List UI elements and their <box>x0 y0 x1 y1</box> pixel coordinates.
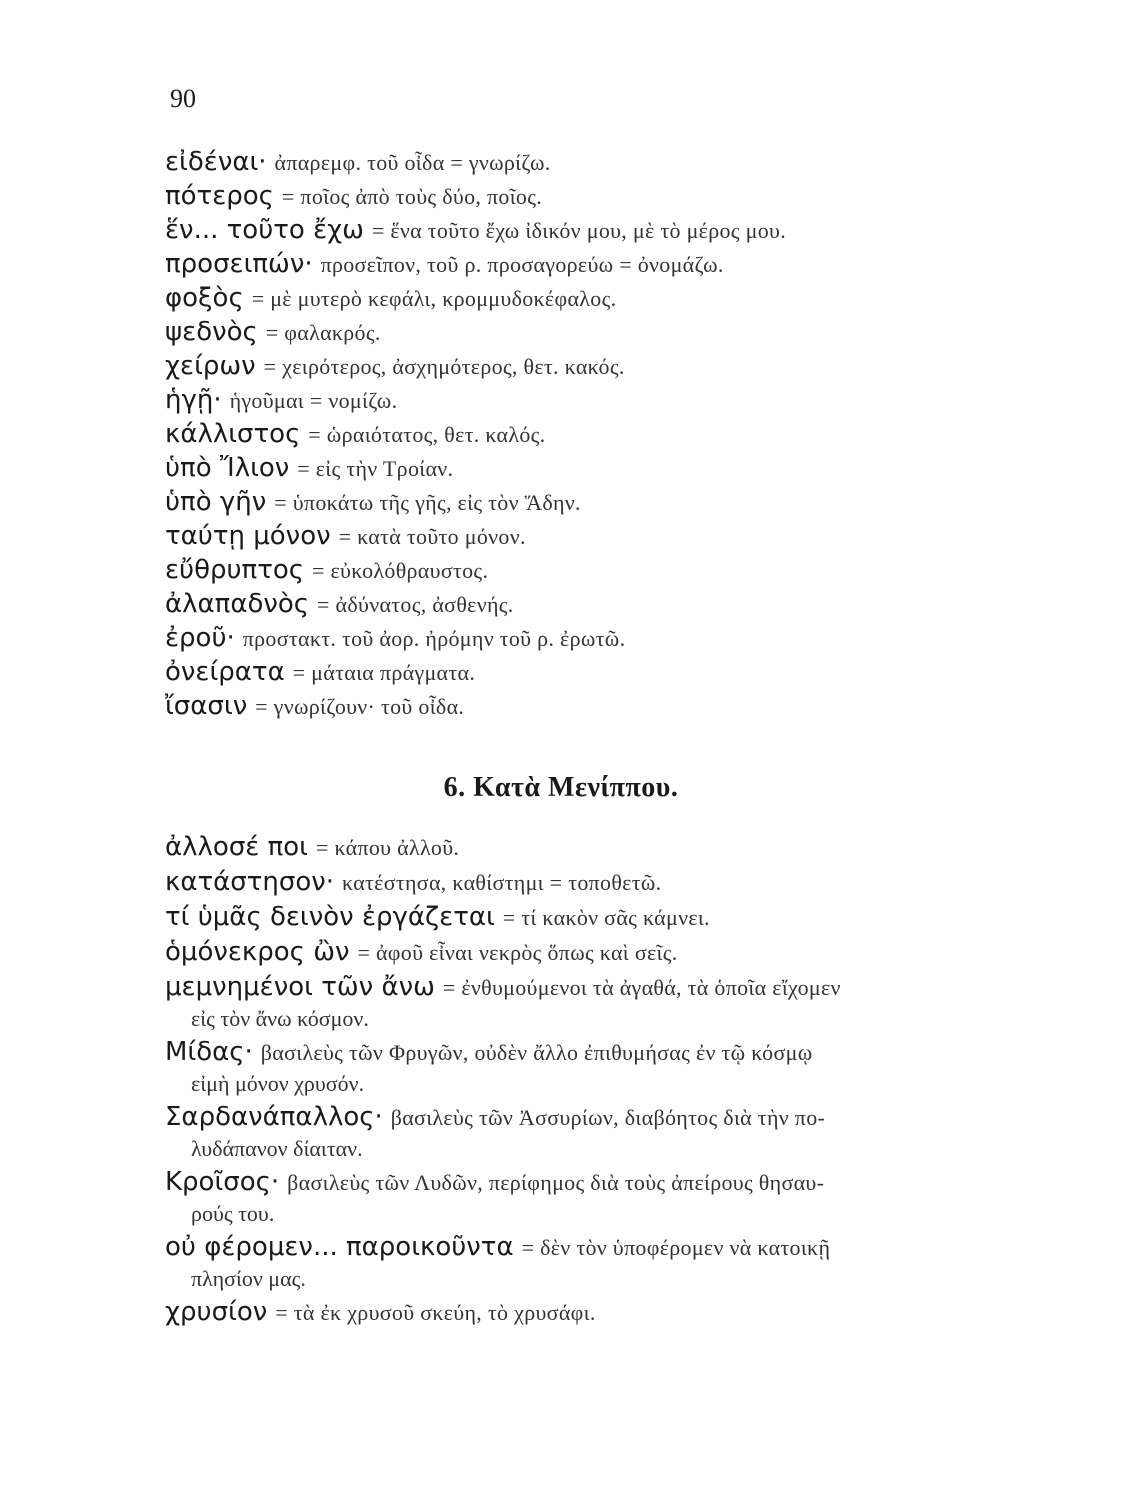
entry-definition: βασιλεὺς τῶν Ἀσσυρίων, διαβόητος διὰ τὴν πο- <box>390 1105 826 1130</box>
entry-definition: = τὰ ἐκ χρυσοῦ σκεύη, τὸ χρυσάφι. <box>275 1300 596 1325</box>
entry-definition: = εἰς τὴν Τροίαν. <box>297 456 454 481</box>
entry-definition: ἡγοῦμαι = νομίζω. <box>229 388 398 413</box>
glossary-entry <box>165 485 1015 519</box>
entry-term: ψεδνὸς <box>165 317 258 347</box>
glossary-entry <box>165 587 1015 621</box>
entry-definition: = μάταια πράγματα. <box>292 660 476 685</box>
entry-definition: = ἕνα τοῦτο ἔχω ἰδικόν μου, μὲ τὸ μέρος μου. <box>371 218 786 243</box>
entry-term: κατάστησον· <box>165 867 335 897</box>
entry-definition: κατέστησα, καθίστημι = τοποθετῶ. <box>342 870 662 895</box>
entry-term: ὀνείρατα <box>165 657 285 687</box>
glossary-list-1 <box>165 145 1015 723</box>
entry-term: οὐ φέρομεν... παροικοῦντα <box>165 1232 514 1262</box>
glossary-entry <box>165 281 1015 315</box>
entry-definition: = ποῖος ἀπὸ τοὺς δύο, ποῖος. <box>281 184 543 209</box>
glossary-entry <box>165 1165 1015 1229</box>
entry-definition-continuation: εἰμὴ μόνον χρυσόν. <box>191 1071 365 1096</box>
entry-term: ὑπὸ γῆν <box>165 487 267 517</box>
entry-term: πότερος <box>165 181 274 211</box>
entry-definition: = εὐκολόθραυστος. <box>311 558 489 583</box>
entry-definition: βασιλεὺς τῶν Φρυγῶν, οὐδὲν ἄλλο ἐπιθυμήσας ἐν τῷ κόσμῳ <box>260 1040 813 1065</box>
entry-definition: προσεῖπον, τοῦ ρ. προσαγορεύω = ὀνομάζω. <box>320 252 724 277</box>
entry-term: ὁμόνεκρος ὢν <box>165 937 350 967</box>
entry-definition-continuation: πλησίον μας. <box>191 1266 306 1291</box>
entry-term: ταύτῃ μόνον <box>165 521 331 551</box>
glossary-entry <box>165 1295 1015 1329</box>
glossary-entry <box>165 519 1015 553</box>
glossary-list-2 <box>165 830 1015 1330</box>
glossary-entry <box>165 349 1015 383</box>
glossary-entry <box>165 621 1015 655</box>
entry-definition: = ἀφοῦ εἶναι νεκρὸς ὅπως καὶ σεῖς. <box>357 940 678 965</box>
glossary-entry <box>165 865 1015 899</box>
glossary-entry <box>165 830 1015 864</box>
glossary-entry <box>165 1035 1015 1099</box>
glossary-entry <box>165 213 1015 247</box>
entry-term: ἡγῇ· <box>165 385 222 415</box>
entry-term: προσειπών· <box>165 249 313 279</box>
glossary-entry <box>165 383 1015 417</box>
entry-definition-continuation: ρούς του. <box>191 1201 275 1226</box>
entry-definition: = ὡραιότατος, θετ. καλός. <box>308 422 546 447</box>
glossary-entry <box>165 145 1015 179</box>
entry-term: τί ὑμᾶς δεινὸν ἐργάζεται <box>165 902 495 932</box>
entry-term: κάλλιστος <box>165 419 301 449</box>
entry-definition: = γνωρίζουν· τοῦ οἶδα. <box>255 694 465 719</box>
entry-definition: βασιλεὺς τῶν Λυδῶν, περίφημος διὰ τοὺς ἀπείρους θησαυ- <box>287 1170 825 1195</box>
entry-term: χρυσίον <box>165 1297 268 1327</box>
glossary-entry <box>165 1230 1015 1294</box>
entry-term: μεμνημένοι τῶν ἄνω <box>165 972 435 1002</box>
glossary-entry <box>165 689 1015 723</box>
entry-term: ὑπὸ Ἴλιον <box>165 453 290 483</box>
glossary-entry <box>165 900 1015 934</box>
entry-definition: προστακτ. τοῦ ἀορ. ἠρόμην τοῦ ρ. ἐρωτῶ. <box>242 626 626 651</box>
glossary-entry <box>165 655 1015 689</box>
entry-term: χείρων <box>165 351 256 381</box>
glossary-entry <box>165 315 1015 349</box>
glossary-entry <box>165 247 1015 281</box>
glossary-entry <box>165 451 1015 485</box>
entry-definition: = τί κακὸν σᾶς κάμνει. <box>502 905 710 930</box>
glossary-entry <box>165 970 1015 1034</box>
entry-term: εὔθρυπτος <box>165 555 305 585</box>
entry-term: ἐροῦ· <box>165 623 235 653</box>
entry-term: εἰδέναι· <box>165 147 267 177</box>
entry-term: Μίδας· <box>165 1037 253 1067</box>
entry-definition-continuation: λυδάπανον δίαιταν. <box>191 1136 363 1161</box>
entry-definition: = κατὰ τοῦτο μόνον. <box>338 524 526 549</box>
entry-definition-continuation: εἰς τὸν ἄνω κόσμον. <box>191 1006 369 1031</box>
glossary-entry <box>165 417 1015 451</box>
entry-definition: = δὲν τὸν ὑποφέρομεν νὰ κατοικῇ <box>521 1235 831 1260</box>
entry-definition: = χειρότερος, ἀσχημότερος, θετ. κακός. <box>263 354 625 379</box>
entry-term: ἀλαπαδνὸς <box>165 589 310 619</box>
entry-definition: = κάπου ἀλλοῦ. <box>315 835 460 860</box>
glossary-entry <box>165 1100 1015 1164</box>
entry-term: Σαρδανάπαλλος· <box>165 1102 383 1132</box>
entry-definition: = ὑποκάτω τῆς γῆς, εἰς τὸν Ἅδην. <box>274 490 581 515</box>
entry-definition: = ἀδύνατος, ἀσθενής. <box>317 592 514 617</box>
entry-term: ἴσασιν <box>165 691 248 721</box>
glossary-entry <box>165 179 1015 213</box>
entry-term: ἕν... τοῦτο ἔχω <box>165 215 364 245</box>
entry-term: Κροῖσος· <box>165 1167 280 1197</box>
entry-term: φοξὸς <box>165 283 244 313</box>
glossary-entry <box>165 553 1015 587</box>
entry-definition: = φαλακρός. <box>265 320 381 345</box>
entry-definition: = ἐνθυμούμενοι τὰ ἀγαθά, τὰ ὁποῖα εἴχομεν <box>442 975 841 1000</box>
entry-definition: = μὲ μυτερὸ κεφάλι, κρομμυδοκέφαλος. <box>251 286 617 311</box>
page-number: 90 <box>170 84 196 113</box>
entry-definition: ἀπαρεμφ. τοῦ οἶδα = γνωρίζω. <box>274 150 551 175</box>
glossary-entry <box>165 935 1015 969</box>
entry-term: ἀλλοσέ ποι <box>165 832 308 862</box>
section-title: 6. Κατὰ Μενίππου. <box>443 772 679 803</box>
